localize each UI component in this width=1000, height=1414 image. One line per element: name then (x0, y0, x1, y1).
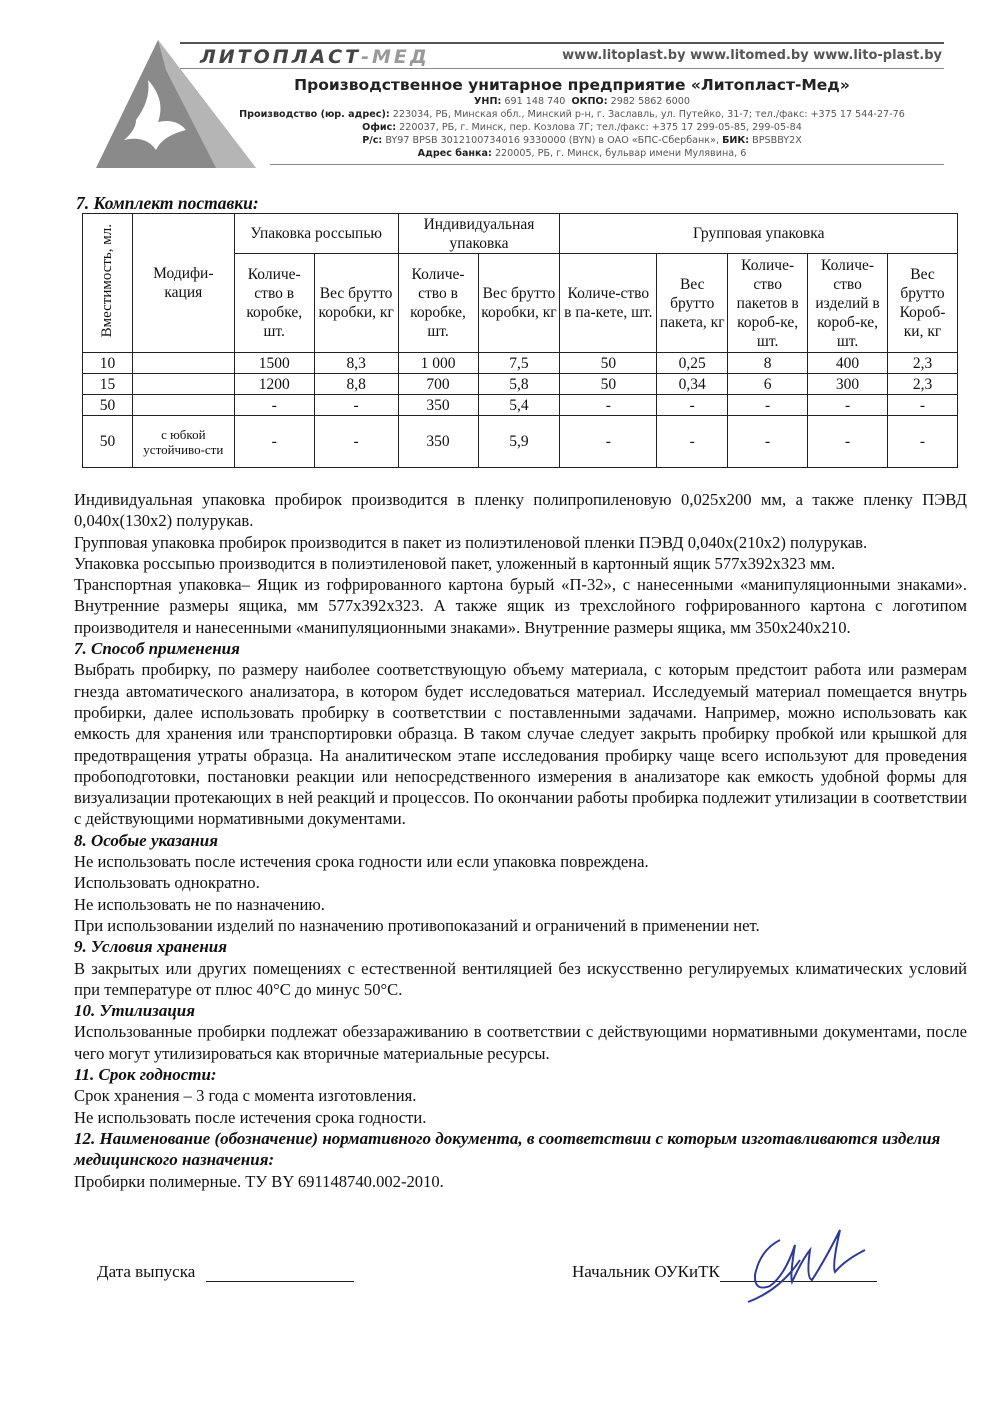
release-date-label: Дата выпуска (97, 1262, 196, 1281)
table-cell: 8,8 (314, 374, 398, 395)
section (74, 638, 967, 830)
subheader-cell: Вес брутто коробки, кг (478, 254, 560, 353)
table-cell: 1200 (234, 374, 314, 395)
table-cell: - (314, 395, 398, 416)
header-divider-top (180, 42, 944, 44)
subheader-cell: Количе-ство пакетов в короб-ке, шт. (728, 254, 808, 353)
paragraph: Транспортная упаковка– Ящик из гофрированного картона бурый «П-32», с нанесенными «манипуляционными знаками». Внутренние размеры ящика, мм 577х392х323. А также ящик из трехслойного гофрированного картона с логотипом производителя и нанесенными «манипуляционными знаками». Внутренние размеры ящика, мм 350х240х210. (74, 575, 967, 637)
company-name: Производственное унитарное предприятие «Литопласт-Мед» (294, 76, 850, 94)
table-row (83, 416, 958, 468)
table-cell: 2,3 (888, 374, 958, 395)
release-date-field (206, 1263, 354, 1282)
table-cell: - (234, 416, 314, 468)
paragraph: В закрытых или других помещениях с естественной вентиляцией без искусственно регулируемых климатических условий при температуре от плюс 40°С до минус 50°С. (74, 958, 967, 999)
paragraph: При использовании изделий по назначению противопоказаний и ограничений в применении нет. (74, 915, 760, 935)
section-title: 12. Наименование (обозначение) нормативного документа, в соответствии с которым изготавливаются изделия медицинского назначения: (74, 1128, 941, 1170)
header-bulk: Упаковка россыпью (234, 214, 398, 254)
paragraph: Не использовать не по назначению. (74, 894, 325, 914)
subheader-cell: Вес брутто Короб-ки, кг (888, 254, 958, 353)
paragraph: Индивидуальная упаковка пробирок производится в пленку полипропиленовую 0,025х200 мм, а также пленку ПЭВД 0,040х(130х2) полурукав. (74, 490, 967, 531)
subheader-cell: Количе-ство изделий в короб-ке, шт. (808, 254, 888, 353)
table-cell: - (808, 416, 888, 468)
table-cell: 350 (398, 416, 478, 468)
table-cell: 1 000 (398, 353, 478, 374)
kit-title: 7. Комплект поставки: (76, 193, 259, 213)
subheader-cell: Количе-ство в коробке, шт. (398, 254, 478, 353)
kit-table (82, 213, 958, 468)
subheader-cell: Вес брутто пакета, кг (657, 254, 728, 353)
websites: www.litoplast.by www.litomed.by www.lito-plast.by (562, 48, 942, 63)
paragraph: Использовать однократно. (74, 873, 260, 893)
table-cell (132, 374, 234, 395)
table-cell: 1500 (234, 353, 314, 374)
paragraph: Групповая упаковка пробирок производится в пакет из полиэтиленовой пленки ПЭВД 0,040х(210х2) полурукав. (74, 532, 868, 552)
bank-address: Адрес банка: 220005, РБ, г. Минск, бульвар имени Мулявина, 6 (417, 148, 747, 159)
brand-suffix: -МЕД (361, 46, 430, 68)
section-title: 8. Особые указания (74, 830, 218, 850)
subheader-cell: Вес брутто коробки, кг (314, 254, 398, 353)
signature-icon (740, 1220, 870, 1310)
brand-main: ЛИТОПЛАСТ (200, 46, 362, 68)
table-cell: 6 (728, 374, 808, 395)
table-cell: 0,34 (657, 374, 728, 395)
table-cell: - (657, 416, 728, 468)
paragraph: Упаковка россыпью производится в полиэтиленовой пакет, уложенный в картонный ящик 577х392х323 мм. (74, 553, 836, 573)
registration-numbers: УНП: 691 148 740 ОКПО: 2982 5862 6000 (474, 96, 690, 107)
document-body (74, 489, 967, 1192)
office-address: Офис: 220037, РБ, г. Минск, пер. Козлова 7Г; тел./факс: +375 17 299-05-85, 299-05-84 (362, 122, 802, 133)
table-cell: 7,5 (478, 353, 560, 374)
production-address: Производство (юр. адрес): 223034, РБ, Минская обл., Минский р-н, г. Заславль, ул. Путейко, 31-7; тел./факс: +375 17 544-27-76 (239, 109, 905, 120)
table-cell: 0,25 (657, 353, 728, 374)
table-cell: 5,4 (478, 395, 560, 416)
table-cell (132, 353, 234, 374)
subheader-cell: Количе-ство в коробке, шт. (234, 254, 314, 353)
table-row (83, 395, 958, 416)
table-cell: 50 (83, 416, 133, 468)
table-cell: - (560, 416, 657, 468)
table-row (83, 353, 958, 374)
table-cell: 8 (728, 353, 808, 374)
header-divider (180, 68, 944, 69)
header-group: Групповая упаковка (560, 214, 958, 254)
table-cell: - (888, 416, 958, 468)
table-cell: - (728, 416, 808, 468)
paragraph: Не использовать после истечения срока годности или если упаковка повреждена. (74, 852, 649, 872)
table-cell: 350 (398, 395, 478, 416)
table-row (83, 374, 958, 395)
table-cell: 400 (808, 353, 888, 374)
table-cell: 8,3 (314, 353, 398, 374)
table-cell: 50 (560, 374, 657, 395)
paragraph: Пробирки полимерные. ТУ BY 691148740.002-2010. (74, 1171, 444, 1191)
paragraph: Срок хранения – 3 года с момента изготовления. (74, 1086, 417, 1106)
header-divider-bottom (270, 164, 944, 165)
table-cell: 15 (83, 374, 133, 395)
table-cell: - (560, 395, 657, 416)
signer-label: Начальник ОУКиТК (572, 1262, 720, 1281)
section (74, 830, 967, 936)
section (74, 936, 967, 1000)
paragraph: Выбрать пробирку, по размеру наиболее соответствующую объему материала, с которым предстоит работа или размерам гнезда автоматического анализатора, в котором будет исследоваться материал. Исследуемый материал помещается внутрь пробирки, далее использовать пробирку в соответствии с поставленными задачами. Например, можно использовать как емкость для хранения или транспортировки образца. В таком случае следует закрыть пробирку пробкой или крышкой для предотвращения утраты образца. На аналитическом этапе исследования пробирку чаще всего используют для проведения пробоподготовки, постановки реакции или непосредственного измерения в анализаторе как емкость удобной формы для визуализации протекающих в ней реакций и процессов. По окончании работы пробирка подлежит утилизации в соответствии с действующими нормативными документами. (74, 660, 967, 829)
table-cell: - (234, 395, 314, 416)
table-cell (132, 395, 234, 416)
subheader-cell: Количе-ство в па-кете, шт. (560, 254, 657, 353)
paragraph: Не использовать после истечения срока годности. (74, 1107, 427, 1127)
release-date (97, 1262, 354, 1282)
table-cell: - (314, 416, 398, 468)
table-cell: 2,3 (888, 353, 958, 374)
section-title: 9. Условия хранения (74, 937, 227, 957)
table-cell: 700 (398, 374, 478, 395)
table-cell: - (728, 395, 808, 416)
header-individual: Индивидуальная упаковка (398, 214, 560, 254)
table-cell: 5,8 (478, 374, 560, 395)
table-cell: 50 (83, 395, 133, 416)
section (74, 1000, 967, 1064)
packaging-description (74, 489, 967, 638)
header-capacity: Вместимость, мл. (83, 214, 133, 353)
section (74, 1064, 967, 1128)
letterhead (0, 0, 1000, 180)
section (74, 1128, 967, 1192)
section-title: 10. Утилизация (74, 1001, 195, 1021)
table-cell: 50 (560, 353, 657, 374)
paragraph: Использованные пробирки подлежат обеззараживанию в соответствии с действующими нормативными документами, после чего могут утилизироваться как вторичные материальные ресурсы. (74, 1022, 967, 1063)
table-cell: 10 (83, 353, 133, 374)
table-cell: 5,9 (478, 416, 560, 468)
section-title: 7. Способ применения (74, 639, 240, 659)
bank-account: Р/с: BY97 BPSB 3012100734016 9330000 (BYN) в ОАО «БПС-Сбербанк», БИК: BPSBBY2X (362, 135, 802, 146)
section-title: 11. Срок годности: (74, 1065, 217, 1085)
brand-name (200, 46, 430, 68)
table-cell: - (888, 395, 958, 416)
table-cell: - (657, 395, 728, 416)
table-cell: - (808, 395, 888, 416)
table-cell: с юбкой устойчиво-сти (132, 416, 234, 468)
header-modification: Модифи-кация (132, 214, 234, 353)
table-cell: 300 (808, 374, 888, 395)
